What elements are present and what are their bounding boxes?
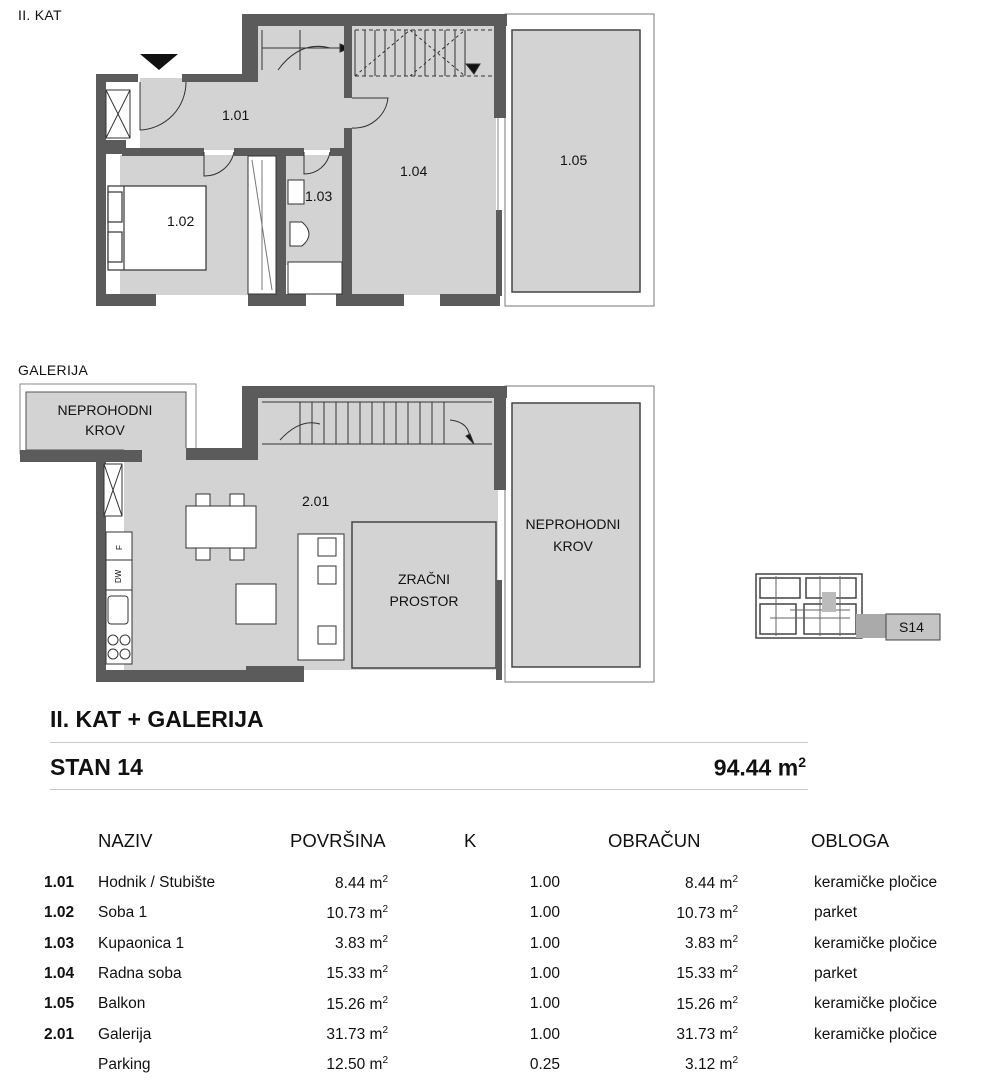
divider-top (50, 742, 808, 743)
row-area-value: 12.50 m (326, 1056, 383, 1074)
row-calc-unit: 2 (732, 873, 738, 885)
row-area-value: 31.73 m (326, 1026, 383, 1044)
row-name (98, 959, 274, 989)
table-header-row (44, 830, 937, 868)
row-area-unit: 2 (382, 903, 388, 915)
row-calc-value: 3.83 m (685, 935, 733, 953)
table-row (44, 929, 937, 959)
total-area (714, 754, 806, 782)
row-code-value: 1.04 (44, 965, 75, 983)
row-material-value: keramičke pločice (814, 1025, 938, 1043)
row-k (388, 898, 560, 928)
row-code (44, 929, 98, 959)
row-material-value: parket (814, 965, 858, 983)
row-material (738, 868, 937, 898)
row-name (98, 1050, 274, 1080)
row-code-value: 1.05 (44, 995, 75, 1013)
header-k: K (464, 830, 477, 851)
row-calc-value: 31.73 m (676, 1026, 733, 1044)
kitchen-counter (106, 532, 132, 664)
row-area-value: 15.33 m (326, 965, 383, 983)
row-k (388, 959, 560, 989)
row-k (388, 1050, 560, 1080)
row-calc-value: 15.33 m (676, 965, 733, 983)
row-calc-value: 15.26 m (676, 995, 733, 1013)
unit-name: STAN 14 (50, 754, 143, 780)
row-name-value: Balkon (98, 995, 146, 1013)
row-code-value: 2.01 (44, 1025, 75, 1043)
row-area (274, 929, 388, 959)
air-space-label-1: ZRAČNI (397, 571, 451, 587)
row-code-value: 1.02 (44, 904, 75, 922)
total-area-unit: 2 (798, 754, 806, 770)
key-plan-label: S14 (899, 619, 924, 635)
roof-left-label-1: NEPROHODNI (57, 402, 153, 418)
row-material (738, 959, 937, 989)
row-area-value: 8.44 m (335, 874, 383, 892)
fridge-label: F (115, 545, 124, 550)
roof-right-label-2: KROV (553, 538, 593, 554)
room-label-1-02: 1.02 (167, 213, 195, 229)
row-material (738, 989, 937, 1019)
header-material: OBLOGA (811, 830, 890, 851)
row-k-value: 1.00 (529, 874, 560, 892)
row-k (388, 989, 560, 1019)
table-row (44, 1019, 937, 1049)
row-name-value: Soba 1 (98, 904, 148, 922)
row-calc-unit: 2 (732, 1055, 738, 1067)
row-k-value: 1.00 (529, 934, 560, 952)
row-calc-value: 3.12 m (685, 1056, 733, 1074)
room-label-1-01: 1.01 (222, 107, 250, 123)
room-label-1-03: 1.03 (305, 188, 333, 204)
row-material-value: keramičke pločice (814, 995, 938, 1013)
row-calc (560, 898, 738, 928)
total-area-value: 94.44 m (713, 754, 799, 781)
row-calc-unit: 2 (732, 903, 738, 915)
row-code-value: 1.01 (44, 874, 75, 892)
row-area (274, 959, 388, 989)
row-name (98, 929, 274, 959)
row-material-value: parket (814, 904, 858, 922)
row-calc (560, 868, 738, 898)
row-area-unit: 2 (382, 934, 388, 946)
row-name-value: Radna soba (98, 965, 182, 983)
row-material (738, 929, 937, 959)
row-calc-unit: 2 (732, 964, 738, 976)
row-code (44, 898, 98, 928)
row-area-unit: 2 (382, 994, 388, 1006)
row-name (98, 898, 274, 928)
roof-left-label-2: KROV (85, 422, 125, 438)
dishwasher-label: DW (114, 569, 123, 583)
sofa (298, 534, 344, 660)
row-k-value: 1.00 (529, 995, 560, 1013)
divider-bottom (50, 789, 808, 790)
row-calc (560, 929, 738, 959)
row-k (388, 868, 560, 898)
row-name-value: Galerija (98, 1025, 152, 1043)
row-area-value: 15.26 m (326, 995, 383, 1013)
header-calc: OBRAČUN (608, 830, 701, 851)
row-k-value: 0.25 (529, 1055, 560, 1073)
row-area-unit: 2 (382, 1025, 388, 1037)
row-calc (560, 959, 738, 989)
header-name: NAZIV (98, 830, 153, 851)
gallery-label: GALERIJA (18, 362, 89, 378)
room-label-2-01: 2.01 (302, 493, 330, 509)
stair-floor (258, 25, 350, 80)
table-row (44, 959, 937, 989)
roof-right-area (512, 403, 640, 667)
row-area-unit: 2 (382, 873, 388, 885)
air-space-label-2: PROSTOR (389, 593, 459, 609)
table-row (44, 898, 937, 928)
page-title: II. KAT + GALERIJA (50, 706, 264, 732)
row-area (274, 1019, 388, 1049)
row-area-value: 10.73 m (326, 905, 383, 923)
row-code (44, 868, 98, 898)
upper-floor-plan (96, 14, 654, 306)
row-name-value: Parking (98, 1055, 151, 1073)
row-name (98, 868, 274, 898)
roof-right-label-1: NEPROHODNI (525, 516, 621, 532)
key-plan (756, 574, 940, 640)
row-code (44, 1050, 98, 1080)
row-code (44, 989, 98, 1019)
row-code (44, 1019, 98, 1049)
row-name-value: Kupaonica 1 (98, 934, 185, 952)
area-table (44, 830, 937, 1080)
row-k (388, 929, 560, 959)
row-calc (560, 1050, 738, 1080)
row-area-unit: 2 (382, 1055, 388, 1067)
row-name (98, 989, 274, 1019)
row-calc-unit: 2 (732, 934, 738, 946)
row-area (274, 898, 388, 928)
row-material (738, 1050, 937, 1080)
row-name (98, 1019, 274, 1049)
row-calc (560, 1019, 738, 1049)
table-row (44, 1050, 937, 1080)
table-row (44, 989, 937, 1019)
coffee-table (236, 584, 276, 624)
row-calc (560, 989, 738, 1019)
header-code (44, 830, 98, 868)
room-label-1-05: 1.05 (560, 152, 588, 168)
room-label-1-04: 1.04 (400, 163, 428, 179)
row-k-value: 1.00 (529, 1025, 560, 1043)
row-calc-value: 8.44 m (685, 874, 733, 892)
row-calc-unit: 2 (732, 1025, 738, 1037)
row-code (44, 959, 98, 989)
row-material (738, 898, 937, 928)
row-k-value: 1.00 (529, 965, 560, 983)
table-row (44, 868, 937, 898)
row-area (274, 868, 388, 898)
row-area-value: 3.83 m (335, 935, 383, 953)
row-material-value: keramičke pločice (814, 934, 938, 952)
row-area-unit: 2 (382, 964, 388, 976)
roof-left-area (26, 392, 186, 450)
row-area (274, 1050, 388, 1080)
row-material-value: keramičke pločice (814, 874, 938, 892)
row-calc-unit: 2 (732, 994, 738, 1006)
row-name-value: Hodnik / Stubište (98, 874, 216, 892)
header-area: POVRŠINA (290, 830, 386, 851)
row-area (274, 989, 388, 1019)
gallery-stair-floor (258, 396, 498, 448)
floor-label: II. KAT (18, 7, 62, 23)
row-k-value: 1.00 (529, 904, 560, 922)
gallery-floor-plan (20, 384, 654, 682)
row-material (738, 1019, 937, 1049)
row-k (388, 1019, 560, 1049)
row-code-value: 1.03 (44, 934, 75, 952)
row-calc-value: 10.73 m (676, 905, 733, 923)
entrance-arrow-icon (140, 54, 178, 70)
